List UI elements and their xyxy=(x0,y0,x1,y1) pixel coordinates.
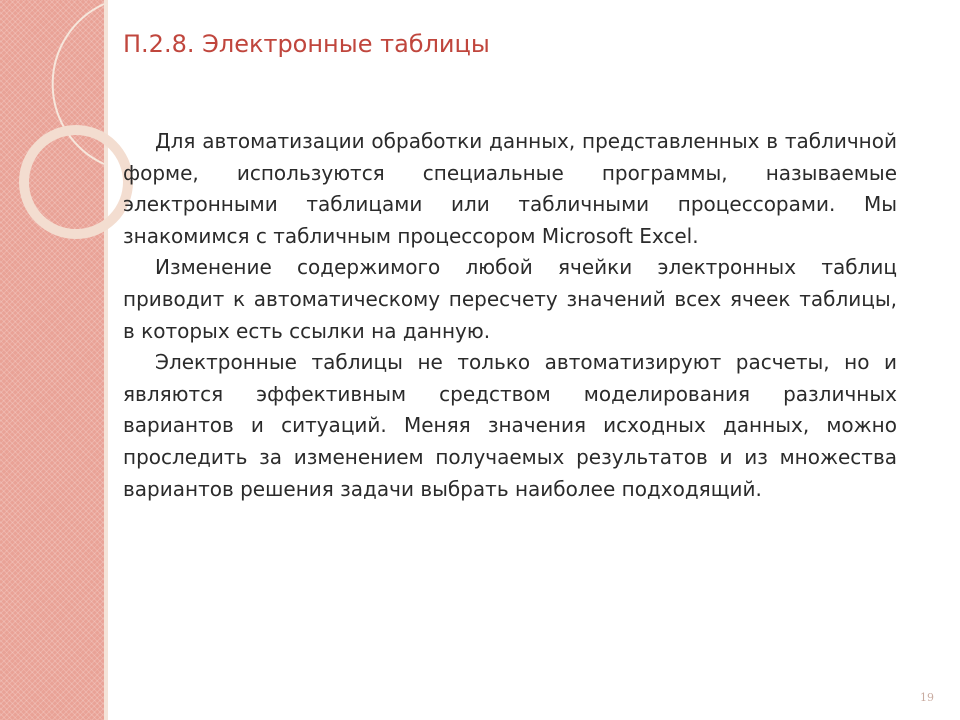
paragraph-modeling: Электронные таблицы не только автоматизируют расчеты, но и являются эффективным средством моделирования различных вариантов и ситуаций. Меняя значения исходных данных, можно проследить за изменением получаемых результатов и из множества вариантов решения задачи выбрать наиболее подходящий. xyxy=(123,350,897,501)
slide-number: 19 xyxy=(920,691,934,704)
slide-title: П.2.8. Электронные таблицы xyxy=(123,30,490,58)
large-arc-ring xyxy=(53,4,104,164)
small-ring xyxy=(24,130,128,234)
paragraph-recalculation: Изменение содержимого любой ячейки электронных таблиц приводит к автоматическому пересчету значений всех ячеек таблицы, в которых есть ссылки на данную. xyxy=(123,255,897,343)
paragraph-automation: Для автоматизации обработки данных, представленных в табличной форме, используются специальные программы, называемые электронными таблицами или табличными процессорами. Мы знакомимся с табличным процессором Microsoft Excel. xyxy=(123,129,897,248)
slide-body xyxy=(123,126,897,505)
